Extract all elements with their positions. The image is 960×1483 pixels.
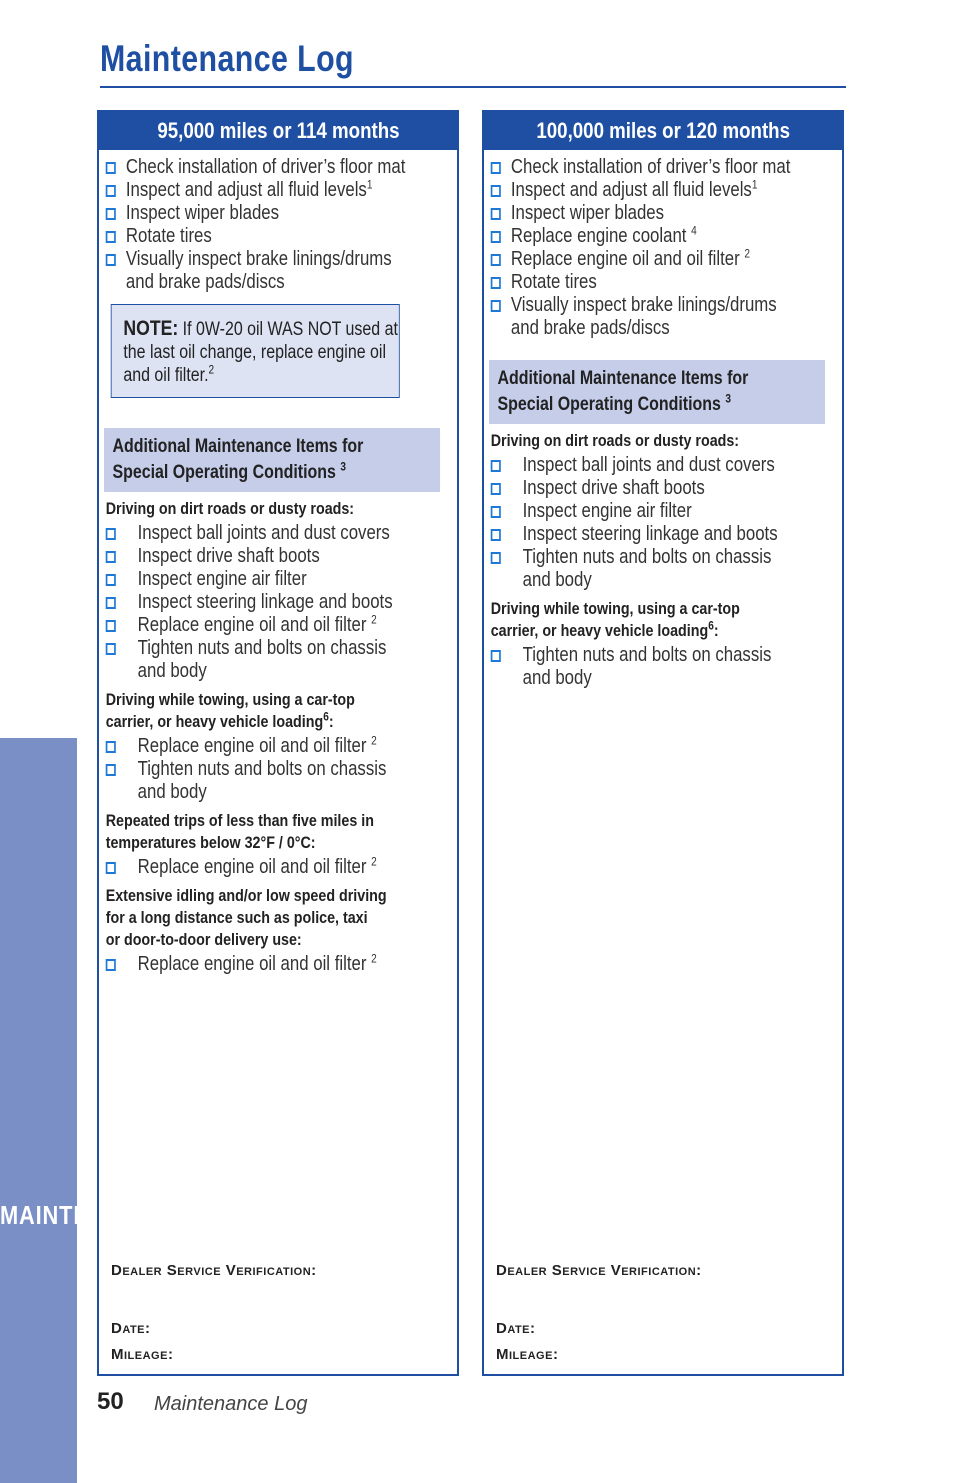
checklist-item — [489, 202, 837, 225]
checkbox[interactable] — [491, 185, 501, 197]
additional-items-header: Additional Maintenance Items for Special Operating Conditions $^3$ — [104, 428, 440, 492]
checklist-item — [104, 856, 452, 879]
checklist-item-text: Inspect and adjust all fluid levels — [125, 179, 367, 201]
dealer-verification-label: Dealer Service Verification: — [496, 1262, 702, 1279]
checklist-item-text: Inspect drive shaft boots — [522, 477, 705, 499]
checklist-item — [104, 202, 452, 225]
column-heading: 95,000 miles or 114 months — [99, 112, 457, 150]
checkbox[interactable] — [106, 254, 116, 266]
checkbox[interactable] — [106, 208, 116, 220]
section-side-tab — [0, 738, 77, 1483]
mileage-label: Mileage: — [111, 1346, 174, 1363]
footnote-ref: 2 — [371, 733, 377, 748]
checkbox[interactable] — [106, 185, 116, 197]
checklist-item-text: Inspect ball joints and dust covers — [522, 454, 775, 476]
checklist-item — [104, 591, 452, 614]
checklist-item-text: Inspect engine air filter — [137, 568, 307, 590]
checklist-item-text: Rotate tires — [510, 271, 597, 293]
checklist-item-text: Replace engine oil and oil filter — [510, 248, 745, 270]
checklist-item — [489, 271, 837, 294]
footer-section: Maintenance Log — [154, 1393, 308, 1415]
date-label: Date: — [111, 1320, 151, 1337]
checkbox[interactable] — [106, 231, 116, 243]
condition-title: Repeated trips of less than five miles in temperatures below 32°F / 0°C: — [105, 811, 374, 852]
checklist-item-text: Replace engine oil and oil filter — [137, 856, 372, 878]
checkbox[interactable] — [106, 597, 116, 609]
condition-checklist — [99, 733, 452, 804]
condition-title: Extensive idling and/or low speed driving for a long distance such as police, taxi or door-to-door delivery use: — [105, 886, 387, 949]
condition-title: Driving on dirt roads or dusty roads: — [490, 431, 740, 450]
footnote-ref: 2 — [371, 612, 377, 627]
checklist-item-text: Tighten nuts and bolts on chassis — [522, 546, 772, 568]
checklist-item — [104, 735, 452, 758]
condition-checklist — [99, 951, 452, 976]
checklist-item-text: Check installation of driver’s floor mat — [125, 156, 406, 178]
additional-items-header: Additional Maintenance Items for Special Operating Conditions $^3$ — [489, 360, 825, 424]
checklist-item — [489, 454, 837, 477]
condition-groups — [484, 430, 837, 690]
checkbox[interactable] — [106, 162, 116, 174]
checklist-item — [104, 225, 452, 248]
date-label: Date: — [496, 1320, 536, 1337]
checkbox[interactable] — [491, 300, 501, 312]
checklist-item — [104, 953, 452, 976]
checklist-item — [489, 225, 837, 248]
page-title: Maintenance Log — [100, 38, 354, 79]
checklist — [484, 150, 837, 340]
checklist-item — [104, 545, 452, 568]
condition-title: Driving while towing, using a car-top carrier, or heavy vehicle loading$^6$: — [105, 690, 355, 731]
checklist-item — [489, 500, 837, 523]
footnote-ref: 2 — [371, 951, 377, 966]
condition-title: Driving on dirt roads or dusty roads: — [105, 499, 355, 518]
checklist-item-text: Visually inspect brake linings/drums — [125, 248, 392, 270]
footnote-ref: 6 — [323, 709, 329, 724]
checklist-item — [104, 179, 452, 202]
checklist-item — [489, 248, 837, 271]
condition-checklist — [484, 452, 837, 592]
checklist-item-text: Inspect and adjust all fluid levels — [510, 179, 752, 201]
checkbox[interactable] — [106, 551, 116, 563]
condition-checklist — [99, 520, 452, 683]
checklist-item-text: Visually inspect brake linings/drums — [510, 294, 777, 316]
checkbox[interactable] — [491, 277, 501, 289]
mileage-label: Mileage: — [496, 1346, 559, 1363]
checklist-item — [104, 758, 452, 804]
checklist-item-continuation: and body — [137, 781, 207, 803]
checklist-item-text: Inspect drive shaft boots — [137, 545, 320, 567]
condition-checklist — [99, 854, 452, 879]
checkbox[interactable] — [491, 552, 501, 564]
checkbox[interactable] — [106, 741, 116, 753]
checkbox[interactable] — [491, 483, 501, 495]
checkbox[interactable] — [491, 506, 501, 518]
page-number: 50 — [97, 1388, 124, 1415]
checkbox[interactable] — [491, 460, 501, 472]
footnote-ref: 2 — [744, 246, 750, 261]
checklist-item — [489, 546, 837, 592]
checklist-item-text: Tighten nuts and bolts on chassis — [522, 644, 772, 666]
condition-groups — [99, 498, 452, 976]
checklist-item-text: Check installation of driver’s floor mat — [510, 156, 791, 178]
checklist-item-continuation: and brake pads/discs — [510, 317, 670, 339]
checklist-item-text: Inspect wiper blades — [125, 202, 280, 224]
checklist-item-text: Replace engine coolant — [510, 225, 692, 247]
title-divider — [100, 86, 846, 88]
section-side-label: MAINTENANCE — [0, 1200, 171, 1230]
note-box: NOTE: If 0W-20 oil WAS NOT used at the last oil change, replace engine oil and oil filter.$^2$ — [111, 304, 400, 398]
checkbox[interactable] — [106, 764, 116, 776]
checklist-item-text: Inspect engine air filter — [522, 500, 692, 522]
checklist-item — [104, 637, 452, 683]
checkbox[interactable] — [491, 529, 501, 541]
checklist-item — [489, 477, 837, 500]
checkbox[interactable] — [491, 208, 501, 220]
log-column-100000 — [482, 110, 844, 1376]
checklist-item — [489, 644, 837, 690]
checkbox[interactable] — [106, 862, 116, 874]
checklist-item-text: Tighten nuts and bolts on chassis — [137, 637, 387, 659]
checklist-item — [489, 179, 837, 202]
checklist-item-continuation: and body — [137, 660, 207, 682]
footnote-ref: 1 — [751, 177, 758, 192]
condition-title: Driving while towing, using a car-top carrier, or heavy vehicle loading$^6$: — [490, 599, 740, 640]
checklist-item — [104, 568, 452, 591]
checkbox[interactable] — [106, 574, 116, 586]
checklist-item-continuation: and body — [522, 667, 592, 689]
checkbox[interactable] — [491, 254, 501, 266]
checklist-item-continuation: and brake pads/discs — [125, 271, 285, 293]
checklist-item — [104, 248, 452, 294]
checkbox[interactable] — [491, 650, 501, 662]
checkbox[interactable] — [491, 231, 501, 243]
checklist-item — [489, 156, 837, 179]
checklist-item-text: Replace engine oil and oil filter — [137, 953, 372, 975]
checkbox[interactable] — [106, 959, 116, 971]
checkbox[interactable] — [106, 528, 116, 540]
footnote-ref: 4 — [691, 223, 697, 238]
checklist-item-continuation: and body — [522, 569, 592, 591]
checklist — [99, 150, 452, 294]
checklist-item-text: Inspect wiper blades — [510, 202, 665, 224]
checkbox[interactable] — [491, 162, 501, 174]
checklist-item-text: Rotate tires — [125, 225, 212, 247]
footnote-ref: 2 — [371, 854, 377, 869]
log-column-95000 — [97, 110, 459, 1376]
checkbox[interactable] — [106, 643, 116, 655]
checklist-item — [104, 614, 452, 637]
checklist-item — [489, 523, 837, 546]
checklist-item-text: Tighten nuts and bolts on chassis — [137, 758, 387, 780]
checklist-item-text: Replace engine oil and oil filter — [137, 735, 372, 757]
footnote-ref: 6 — [708, 618, 714, 633]
checklist-item-text: Inspect ball joints and dust covers — [137, 522, 390, 544]
condition-checklist — [484, 642, 837, 690]
checklist-item-text: Inspect steering linkage and boots — [137, 591, 393, 613]
checklist-item — [489, 294, 837, 340]
checkbox[interactable] — [106, 620, 116, 632]
checklist-item — [104, 522, 452, 545]
footnote-ref: 1 — [366, 177, 373, 192]
checklist-item — [104, 156, 452, 179]
dealer-verification-label: Dealer Service Verification: — [111, 1262, 317, 1279]
checklist-item-text: Inspect steering linkage and boots — [522, 523, 778, 545]
checklist-item-text: Replace engine oil and oil filter — [137, 614, 372, 636]
column-heading: 100,000 miles or 120 months — [484, 112, 842, 150]
